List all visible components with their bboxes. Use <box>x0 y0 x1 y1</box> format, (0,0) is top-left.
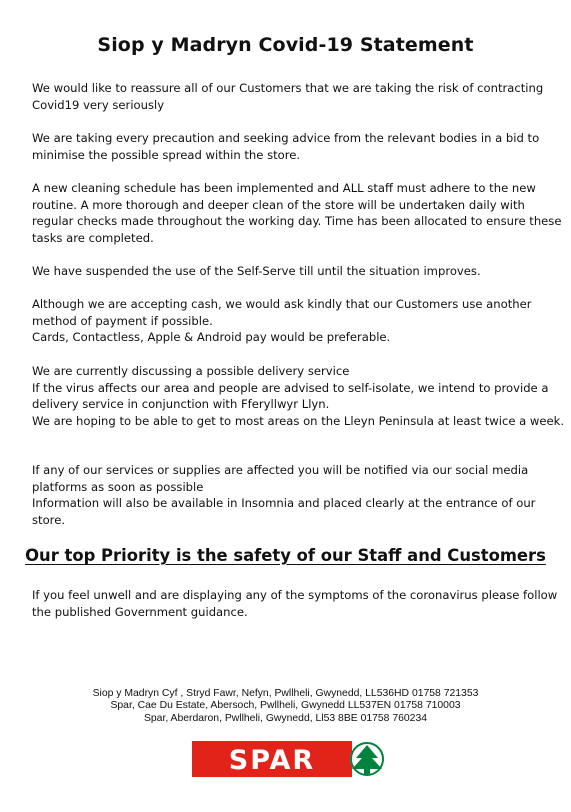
footer-addresses <box>0 688 571 725</box>
paragraph-line: delivery service in conjunction with Fferyllwyr Llyn. <box>32 397 330 412</box>
paragraph-line: store. <box>32 513 66 528</box>
paragraph-line: We are currently discussing a possible delivery service <box>32 364 350 378</box>
address-line: Spar, Aberdaron, Pwllheli, Gwynedd, Ll53 8BE 01758 760234 <box>143 712 428 724</box>
paragraph-line: Covid19 very seriously <box>32 97 165 112</box>
paragraph-line: minimise the possible spread within the store. <box>32 147 301 162</box>
paragraph-line: Information will also be available in Insomnia and placed clearly at the entrance of our <box>32 496 536 511</box>
paragraph-cleaning-schedule <box>32 180 562 247</box>
paragraph-line: If the virus affects our area and people are advised to self-isolate, we intend to provide a <box>32 380 549 395</box>
paragraph-line: We would like to reassure all of our Customers that we are taking the risk of contracting <box>32 81 544 95</box>
paragraph-line: We are taking every precaution and seeking advice from the relevant bodies in a bid to <box>32 131 540 145</box>
paragraph-line: platforms as soon as possible <box>32 479 204 494</box>
priority-heading: Our top Priority is the safety of our Staff and Customers <box>25 546 546 565</box>
paragraph-line: Although we are accepting cash, we would ask kindly that our Customers use another <box>32 297 532 311</box>
paragraph-line: tasks are completed. <box>32 231 154 246</box>
page-title: Siop y Madryn Covid-19 Statement <box>97 34 474 56</box>
paragraph-payment <box>32 296 547 346</box>
paragraph-notifications <box>32 462 547 529</box>
spar-tree-icon <box>350 742 384 776</box>
paragraph-line: A new cleaning schedule has been implemented and ALL staff must adhere to the new <box>32 181 536 195</box>
paragraph-delivery <box>32 363 565 430</box>
paragraph-line: We have suspended the use of the Self-Serve till until the situation improves. <box>32 264 481 278</box>
address-line: Siop y Madryn Cyf , Stryd Fawr, Nefyn, Pwllheli, Gwynedd, LL536HD 01758 721353 <box>92 688 479 699</box>
paragraph-line: regular checks made throughout the working day. Time has been allocated to ensure these <box>32 214 562 229</box>
paragraph-line: routine. A more thorough and deeper clean of the store will be undertaken daily with <box>32 197 525 212</box>
paragraph-reassurance <box>32 80 547 113</box>
paragraph-line: method of payment if possible. <box>32 313 213 328</box>
paragraph-line: If any of our services or supplies are affected you will be notified via our social media <box>32 463 529 477</box>
paragraph-line: Cards, Contactless, Apple & Android pay would be preferable. <box>32 330 391 345</box>
paragraph-line: the published Government guidance. <box>32 604 248 619</box>
paragraph-line: We are hoping to be able to get to most areas on the Lleyn Peninsula at least twice a week. <box>32 414 565 429</box>
paragraph-closing <box>32 587 558 620</box>
address-line: Spar, Cae Du Estate, Abersoch, Pwllheli, Gwynedd LL537EN 01758 710003 <box>110 700 461 712</box>
spar-logo <box>192 741 384 777</box>
spar-logo-text: SPAR <box>228 745 316 776</box>
paragraph-self-serve <box>32 263 547 280</box>
paragraph-line: If you feel unwell and are displaying any of the symptoms of the coronavirus please follow <box>32 588 558 602</box>
paragraph-precautions <box>32 130 547 163</box>
